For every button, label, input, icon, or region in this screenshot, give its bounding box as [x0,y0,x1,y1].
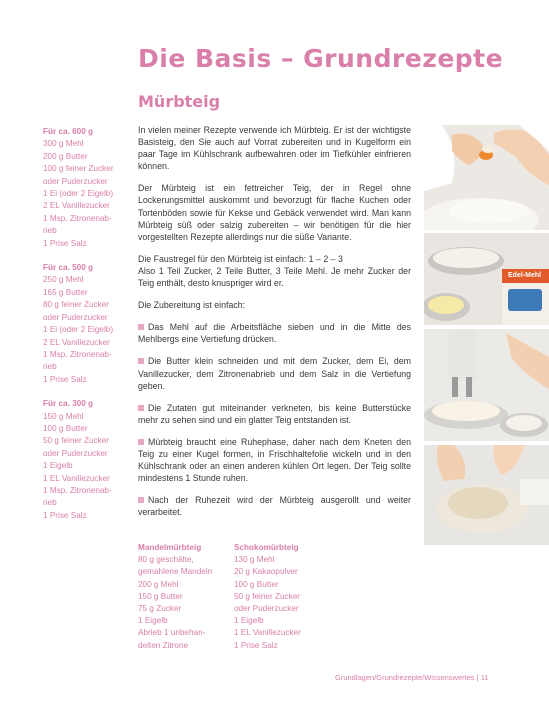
ingredient-item: 1 Eigelb [43,461,73,471]
ingredient-item: oder Puderzucker [43,312,108,322]
photo-mixer-bowl [424,329,549,441]
variant-item: 200 g Mehl [138,579,179,589]
ingredient-item: 100 g Butter [43,423,88,433]
ingredient-item: 1 Msp. Zitronenab- [43,213,112,223]
ingredient-item: 1 EL Vanillezucker [43,473,110,483]
variant-item: 130 g Mehl [234,555,275,565]
ingredient-item: 1 Msp. Zitronenab- [43,485,112,495]
ingredient-group-300 [43,398,128,522]
ingredient-item: 300 g Mehl [43,139,84,149]
ingredient-item: 1 Ei (oder 2 Eigelb) [43,189,114,199]
variant-item: delten Zitrone [138,640,189,650]
photo-egg-flour [424,125,549,230]
ingredient-sidebar [43,126,128,534]
step-item [138,494,411,518]
ingredient-item: 1 Prise Salz [43,374,87,384]
step-item [138,402,411,426]
variant-chocolate [234,542,324,652]
variant-item: 80 g geschälte, [138,555,194,565]
prep-intro: Die Zubereitung ist einfach: [138,300,246,311]
variant-almond [138,542,228,652]
ingredient-item: 100 g feiner Zucker [43,164,114,174]
ingredient-item: 80 g feiner Zucker [43,300,109,310]
variant-item: 1 Prise Salz [234,640,278,650]
variant-title: Mandelmürbteig [138,543,202,552]
ingredient-item: 200 g Butter [43,151,88,161]
ingredient-item: rieb [43,362,57,372]
variant-item: 50 g feiner Zucker [234,591,300,601]
ingredient-item: oder Puderzucker [43,448,108,458]
ingredient-group-title: Für ca. 300 g [43,399,94,409]
step-text: Mürbteig braucht eine Ruhephase, daher nach dem Kneten den Teig zu einer Kugel formen, in Frischhaltefolie wickeln und in den Kühlschrank oder an einen anderen kühlen Ort legen. Der Teig sollte mindestens 1 Stunde ruhen. [138,436,411,484]
section-title: Mürbteig [138,92,221,111]
ingredient-item: 1 Msp. Zitronenab- [43,349,112,359]
photo-dough-surface [424,445,549,545]
ingredient-item: 165 g Butter [43,287,88,297]
step-item [138,321,411,345]
variant-item: 20 g Kakaopulver [234,567,298,577]
ingredient-item: rieb [43,498,57,508]
description-paragraph: Der Mürbteig ist ein fettreicher Teig, der in Regel ohne Lockerungsmittel auskommt und bevorzugt für flache Kuchen oder Tortenböden sowie für Kekse und Gebäck verwendet wird. Man kann Mürbteig süß oder salzig zubereiten – wir benötigen für die hier vorgestellten Rezepte allerdings nur die süße Variante. [138,183,411,242]
square-bullet-icon [138,324,144,330]
variant-item: 1 EL Vanillezucker [234,628,301,638]
ingredient-item: 1 Prise Salz [43,238,87,248]
flour-package-label: Edel-Mehl [508,272,542,279]
photo-ingredients [424,233,549,325]
step-text: Die Zutaten gut miteinander verkneten, bis keine Butterstücke mehr zu sehen sind und ein glatter Teig entstanden ist. [138,402,411,425]
recipe-body [138,124,411,528]
ingredient-item: 1 Ei (oder 2 Eigelb) [43,325,114,335]
ingredient-item: oder Puderzucker [43,176,108,186]
ingredient-item: 2 EL Vanillezucker [43,201,110,211]
square-bullet-icon [138,405,144,411]
square-bullet-icon [138,497,144,503]
step-text: Das Mehl auf die Arbeitsfläche sieben und in die Mitte des Mehlbergs eine Vertiefung drücken. [138,322,411,345]
ingredient-item: 50 g feiner Zucker [43,436,109,446]
ingredient-item: 2 EL Vanillezucker [43,337,110,347]
variant-title: Schokomürbteig [234,543,299,552]
step-item [138,436,411,484]
ingredient-group-title: Für ca. 600 g [43,127,94,136]
step-item [138,355,411,391]
ingredient-group-500 [43,262,128,386]
variant-item: Abrieb 1 unbehan- [138,628,206,638]
variant-item: 100 g Butter [234,579,279,589]
ingredient-group-600 [43,126,128,250]
square-bullet-icon [138,358,144,364]
formula-line: Die Faustregel für den Mürbteig ist einfach: 1 – 2 – 3 [138,253,343,264]
variant-item: 150 g Butter [138,591,183,601]
variant-item: gemahlene Mandeln [138,567,213,577]
variant-item: oder Puderzucker [234,604,299,614]
variant-item: 75 g Zucker [138,604,182,614]
formula-explanation: Also 1 Teil Zucker, 2 Teile Butter, 3 Teile Mehl. Je mehr Zucker der Teig enthält, desto knuspriger wird er. [138,265,411,289]
square-bullet-icon [138,439,144,445]
intro-paragraph: In vielen meiner Rezepte verwende ich Mürbteig. Er ist der wichtigste Basisteig, den Sie auch auf Vorrat zubereiten und in Kugelform ein paar Tage im Kühlschrank aufbewahren oder im Tiefkühler einfrieren können. [138,125,411,172]
page-footer: Grundlagen/Grundrezepte/Wissenswertes | 11 [335,673,489,682]
ingredient-item: rieb [43,226,57,236]
ingredient-item: 250 g Mehl [43,275,84,285]
page-title: Die Basis – Grundrezepte [138,44,504,73]
ingredient-group-title: Für ca. 500 g [43,263,94,273]
step-text: Nach der Ruhezeit wird der Mürbteig ausgerollt und weiter verarbeitet. [138,495,411,518]
ingredient-item: 1 Prise Salz [43,510,87,520]
step-text: Die Butter klein schneiden und mit dem Zucker, dem Ei, dem Vanillezucker, dem Zitronenabrieb und dem Salz in die Vertiefung geben. [138,356,411,391]
variant-item: 1 Eigelb [234,616,264,626]
ingredient-item: 150 g Mehl [43,411,84,421]
variant-item: 1 Eigelb [138,616,168,626]
